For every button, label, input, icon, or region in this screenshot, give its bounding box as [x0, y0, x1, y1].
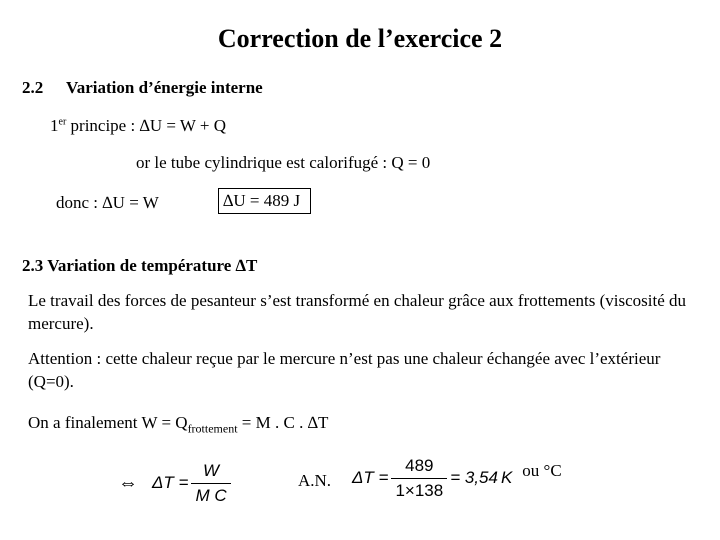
delta-t-formula: [118, 461, 234, 505]
first-principle-prefix: 1: [50, 116, 59, 135]
an-label: A.N.: [298, 471, 332, 490]
delta-t-denominator: M C: [191, 483, 230, 506]
delta-t-lhs: ΔT =: [152, 473, 189, 492]
delta-t-fraction: [191, 461, 230, 506]
final-equation-start: On a finalement W = Q: [28, 413, 188, 432]
first-principle-sup: er: [58, 116, 67, 128]
section-2-3-heading: 2.3 Variation de température ∆T: [22, 256, 258, 275]
an-denominator: 1×138: [391, 478, 447, 501]
first-principle-equation: principe : ∆U = W + Q: [66, 116, 227, 135]
donc-line: donc : ∆U = W: [56, 193, 159, 212]
section-2-2-heading: Variation d’énergie interne: [66, 78, 263, 97]
equivalence-icon: ⇔: [118, 471, 138, 494]
an-unit-alternative: ou °C: [522, 461, 562, 480]
first-principle-line: [50, 116, 226, 136]
an-result: = 3,54: [450, 468, 498, 487]
final-equation-end: = M . C . ∆T: [237, 413, 329, 432]
result-box: ∆U = 489 J: [218, 188, 311, 214]
paragraph-attention: Attention : cette chaleur reçue par le mercure n’est pas une chaleur échangée avec l’extérieur (Q=0).: [28, 349, 661, 391]
final-equation-line: [28, 413, 329, 436]
an-fraction: [391, 456, 447, 501]
delta-t-numerator: W: [203, 460, 220, 480]
an-lhs: ΔT =: [352, 468, 389, 487]
an-unit: K: [500, 468, 513, 487]
page-title: Correction de l’exercice 2: [217, 24, 503, 53]
tube-condition-line: or le tube cylindrique est calorifugé : Q = 0: [136, 153, 431, 172]
final-equation-subscript: frottement: [187, 421, 238, 436]
numeric-application: [352, 455, 562, 501]
paragraph-work-heat: Le travail des forces de pesanteur s’est transformé en chaleur grâce aux frottements (viscosité du mercure).: [28, 291, 687, 333]
section-2-2-number: 2.2: [22, 78, 44, 97]
an-numerator: 489: [405, 455, 434, 475]
